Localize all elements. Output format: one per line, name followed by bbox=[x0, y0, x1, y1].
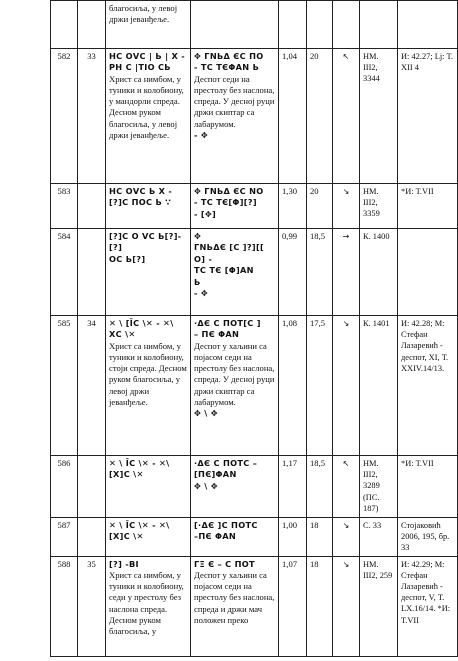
references-cell bbox=[398, 316, 458, 456]
reverse-legend-line: ΓΝЬΔЄ [С ]?]‌[[ bbox=[194, 242, 265, 253]
references-value: Стојаковић 2006, 195, бр. 33 bbox=[401, 521, 450, 553]
die-axis-cell bbox=[333, 456, 360, 518]
obverse-legend-line: [?]С Ο VС Ь[?]-[?] bbox=[109, 231, 182, 253]
obverse-legend-line: ✕ \ ĪС \✕ - ✕\ bbox=[109, 458, 170, 468]
die-axis-arrow-icon: ↘ bbox=[342, 559, 350, 569]
reverse-legend-line: ✥ ΓΝЬΔ ЄС ΝΟ bbox=[194, 186, 264, 196]
reverse-cell bbox=[191, 229, 279, 316]
reverse-legend-line: Ь bbox=[194, 276, 201, 287]
die-axis-arrow-icon: ↖ bbox=[342, 459, 350, 468]
catalog-number: 582 bbox=[57, 51, 71, 61]
diameter-cell bbox=[307, 229, 333, 316]
catalog-number-cell bbox=[51, 229, 78, 316]
obverse-description: благосиља, у левој држи јеванђеље. bbox=[109, 3, 178, 25]
obverse-cell bbox=[106, 229, 191, 316]
references-cell bbox=[398, 229, 458, 316]
die-axis-cell bbox=[333, 184, 360, 229]
table-row bbox=[51, 1, 458, 49]
table-row bbox=[51, 456, 458, 518]
reverse-legend-line: ΤС ΤЄ [Φ]ΑΝ bbox=[194, 265, 254, 276]
reverse-legend-line: –ΠЄ ΦΑΝ bbox=[194, 531, 237, 542]
type-number-cell bbox=[78, 556, 106, 656]
die-axis-cell bbox=[333, 229, 360, 316]
obverse-legend-line: ΗС ΟVС Ь Χ - bbox=[109, 186, 173, 196]
references-cell bbox=[398, 1, 458, 49]
type-number-cell bbox=[78, 229, 106, 316]
obverse-description: Христ са нимбом, у туники и колобиону, у мандорли спреда. Десном руком благосиља, у левој држи јеванђеље. bbox=[109, 73, 184, 140]
reverse-description: Деспот у хаљини са појасом седи на престолу без наслона, спреда и држи мач положен преко bbox=[194, 570, 275, 625]
weight-value: 1,17 bbox=[282, 458, 298, 468]
diameter-cell bbox=[307, 49, 333, 184]
catalog-number: 588 bbox=[57, 558, 71, 569]
die-axis-arrow-icon: ↘ bbox=[342, 187, 350, 196]
coin-catalog-table bbox=[50, 0, 454, 661]
catalog-number-cell bbox=[51, 316, 78, 456]
obverse-cell bbox=[106, 316, 191, 456]
obverse-cell bbox=[106, 184, 191, 229]
reverse-legend-line: - ✥ bbox=[194, 288, 209, 299]
type-number-cell bbox=[78, 316, 106, 456]
collection-cell bbox=[360, 456, 398, 518]
diameter-cell bbox=[307, 1, 333, 49]
collection-cell bbox=[360, 1, 398, 49]
die-axis-arrow-icon: → bbox=[342, 232, 350, 241]
weight-value: 1,00 bbox=[282, 520, 298, 530]
catalog-number: 585 bbox=[57, 318, 71, 328]
die-axis-cell bbox=[333, 316, 360, 456]
table-body bbox=[51, 1, 458, 657]
references-cell bbox=[398, 556, 458, 656]
type-number: 34 bbox=[87, 318, 96, 328]
references-value: *И: Т.VII bbox=[401, 459, 434, 468]
reverse-legend-line: [ΠЄ]ΦΑΝ bbox=[194, 469, 237, 480]
reverse-legend-line: – ΠЄ ΦΑΝ bbox=[194, 329, 240, 340]
catalog-number: 586 bbox=[57, 458, 71, 468]
references-cell bbox=[398, 49, 458, 184]
die-axis-arrow-icon: ↘ bbox=[342, 521, 350, 530]
reverse-legend-line: Ο] - bbox=[194, 253, 213, 264]
obverse-cell bbox=[106, 456, 191, 518]
reverse-legend-line: ✥ ΓΝЬΔ ЄС ΠΟ bbox=[194, 51, 264, 61]
weight-cell bbox=[279, 556, 307, 656]
die-axis-arrow-icon: ↖ bbox=[342, 52, 350, 61]
obverse-legend-line: ΡΗ С |ΤΙΟ СЬ bbox=[109, 62, 171, 73]
catalog-number-cell bbox=[51, 518, 78, 557]
die-axis-cell bbox=[333, 556, 360, 656]
weight-cell bbox=[279, 518, 307, 557]
obverse-cell bbox=[106, 49, 191, 184]
table-row bbox=[51, 316, 458, 456]
collection-value: С. 33 bbox=[363, 521, 382, 530]
reverse-cell bbox=[191, 49, 279, 184]
collection-value: НМ. III2, 3359 bbox=[363, 187, 380, 219]
diameter-cell bbox=[307, 184, 333, 229]
catalog-number: 587 bbox=[57, 520, 71, 530]
weight-cell bbox=[279, 1, 307, 49]
type-number-cell bbox=[78, 518, 106, 557]
diameter-cell bbox=[307, 316, 333, 456]
weight-value: 1,30 bbox=[282, 186, 298, 196]
reverse-legend-line: - ΤС ΤЄΦΑΝ Ь bbox=[194, 62, 260, 73]
diameter-cell bbox=[307, 456, 333, 518]
weight-value: 1,04 bbox=[282, 51, 298, 61]
die-axis-cell bbox=[333, 518, 360, 557]
references-value: И: 42.29; М: Стефан Лазаревић - деспот, V, Т. LX.16/14. *И: Т.VII bbox=[401, 559, 451, 625]
reverse-legend-line: ·ΔЄ С ΠΟΤ[С ] bbox=[194, 318, 261, 328]
weight-value: 0,99 bbox=[282, 231, 298, 241]
weight-value: 1,07 bbox=[282, 558, 298, 569]
obverse-legend-line: [Χ]С \✕ bbox=[109, 531, 144, 542]
obverse-legend-line: [Χ]С \✕ bbox=[109, 469, 144, 480]
references-cell bbox=[398, 456, 458, 518]
obverse-legend-line: ✕ \ ĪС \✕ - ✕\ bbox=[109, 520, 170, 530]
obverse-cell bbox=[106, 1, 191, 49]
weight-cell bbox=[279, 316, 307, 456]
diameter-value: 18 bbox=[310, 558, 319, 569]
diameter-value: 18 bbox=[310, 520, 319, 530]
reverse-legend-line: - ΤС ΤЄ[Φ][?] bbox=[194, 197, 257, 208]
references-cell bbox=[398, 184, 458, 229]
type-number-cell bbox=[78, 456, 106, 518]
type-number: 33 bbox=[87, 51, 96, 61]
obverse-legend-line: [?]С ΠΟС Ь ∵ bbox=[109, 197, 172, 208]
reverse-legend-line: ✥ \ ✥ bbox=[194, 480, 218, 491]
reverse-cell bbox=[191, 456, 279, 518]
collection-cell bbox=[360, 556, 398, 656]
diameter-value: 18,5 bbox=[310, 231, 326, 241]
collection-value: НМ. III2, 3344 bbox=[363, 52, 380, 84]
reverse-legend-line: - [✥] bbox=[194, 208, 217, 219]
diameter-value: 18,5 bbox=[310, 458, 326, 468]
type-number-cell bbox=[78, 49, 106, 184]
weight-value: 1,08 bbox=[282, 318, 298, 328]
obverse-legend-line: ΧС \✕ bbox=[109, 329, 136, 340]
reverse-cell bbox=[191, 556, 279, 656]
reverse-cell bbox=[191, 316, 279, 456]
reverse-cell bbox=[191, 1, 279, 49]
die-axis-cell bbox=[333, 49, 360, 184]
weight-cell bbox=[279, 49, 307, 184]
obverse-cell bbox=[106, 518, 191, 557]
diameter-cell bbox=[307, 556, 333, 656]
collection-cell bbox=[360, 518, 398, 557]
catalog-number-cell bbox=[51, 49, 78, 184]
collection-cell bbox=[360, 184, 398, 229]
weight-cell bbox=[279, 184, 307, 229]
reverse-legend-end: - ✥ bbox=[194, 129, 209, 140]
catalog-number: 584 bbox=[57, 231, 71, 241]
collection-value: К. 1401 bbox=[363, 319, 390, 328]
references-value: *И: Т.VII bbox=[401, 187, 434, 196]
table-row bbox=[51, 556, 458, 656]
weight-cell bbox=[279, 229, 307, 316]
obverse-legend-line: ✕ \ [ĪС \✕ - ✕\ bbox=[109, 318, 174, 328]
collection-cell bbox=[360, 229, 398, 316]
reverse-cell bbox=[191, 518, 279, 557]
obverse-legend-line: ΗС ΟVС | Ь | Χ - bbox=[109, 51, 186, 61]
type-number-cell bbox=[78, 1, 106, 49]
reverse-legend-line: [·ΔЄ ]С ΠΟΤС bbox=[194, 520, 258, 530]
diameter-value: 17,5 bbox=[310, 318, 326, 328]
diameter-cell bbox=[307, 518, 333, 557]
reverse-legend-end: ✥ \ ✥ bbox=[194, 408, 218, 419]
weight-cell bbox=[279, 456, 307, 518]
reverse-description: Деспот седи на престолу без наслона, спреда. У десној руци држи скиптар са лабарумом. bbox=[194, 73, 275, 129]
die-axis-cell bbox=[333, 1, 360, 49]
obverse-description: Христ са нимбом, у туники и колобиону, седи у престолу без наслона спреда. Десном руком благосиља, у bbox=[109, 570, 184, 637]
catalog-number-cell bbox=[51, 184, 78, 229]
table-row bbox=[51, 184, 458, 229]
table-row bbox=[51, 518, 458, 557]
obverse-description: Христ са нимбом, у туники и колобиону, стоји спреда. Десном руком благосиља, у левој држи јеванђеље. bbox=[109, 340, 187, 407]
reverse-legend-line: ·ΔЄ С ΠΟΤС – bbox=[194, 458, 258, 468]
table-row bbox=[51, 49, 458, 184]
reverse-cell bbox=[191, 184, 279, 229]
table-row bbox=[51, 229, 458, 316]
collection-value: НМ. III2, 3289 (ПС. 187) bbox=[363, 459, 380, 513]
reverse-legend-line: ΓΞ Є – С ΠΟΤ bbox=[194, 558, 255, 569]
diameter-value: 20 bbox=[310, 186, 319, 196]
collection-value: НМ. III2, 259 bbox=[363, 559, 393, 580]
catalog-number-cell bbox=[51, 1, 78, 49]
diameter-value: 20 bbox=[310, 51, 319, 61]
catalog-number-cell bbox=[51, 556, 78, 656]
references-value: И: 42.28; М: Стефан Лазаревић - деспот, XI, Т. XXIV.14/13. bbox=[401, 319, 449, 373]
collection-cell bbox=[360, 49, 398, 184]
references-cell bbox=[398, 518, 458, 557]
obverse-legend-line: [?] -ВI bbox=[109, 558, 139, 569]
reverse-description: Деспот у хаљини са појасом седи на престолу без наслона, спреда. У десној руци држи скиптар са лабарумом. bbox=[194, 340, 275, 407]
type-number-cell bbox=[78, 184, 106, 229]
collection-cell bbox=[360, 316, 398, 456]
die-axis-arrow-icon: ↘ bbox=[342, 319, 350, 328]
obverse-cell bbox=[106, 556, 191, 656]
obverse-legend-line: ΟС Ь[?] bbox=[109, 253, 146, 264]
catalog-number: 583 bbox=[57, 186, 71, 196]
catalog-number-cell bbox=[51, 456, 78, 518]
references-value: И: 42.27; Lj: T. XII 4 bbox=[401, 52, 454, 73]
collection-value: К. 1400 bbox=[363, 232, 390, 241]
reverse-legend-line: ✥ bbox=[194, 231, 202, 241]
type-number: 35 bbox=[87, 558, 96, 569]
